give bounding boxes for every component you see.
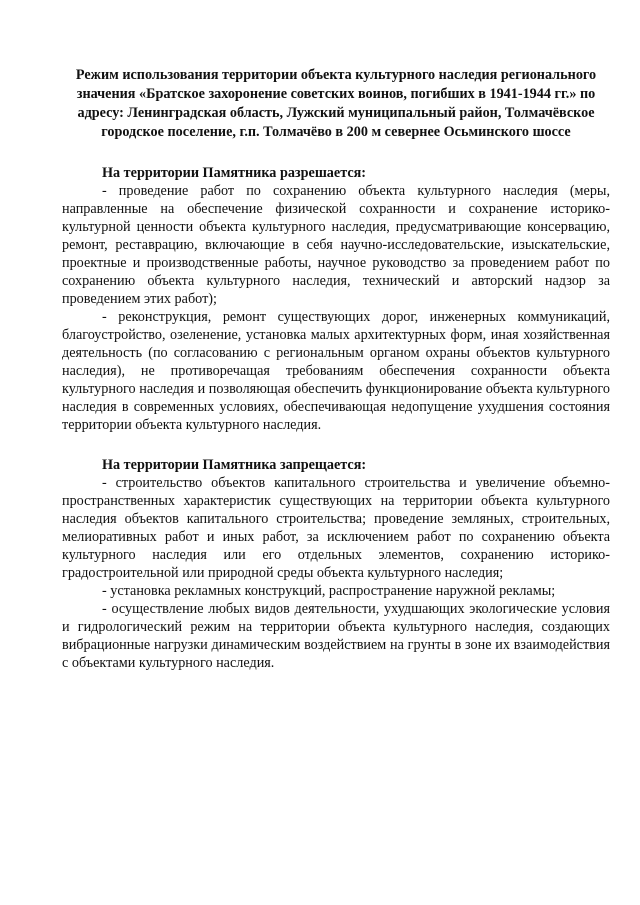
forbidden-item: - осуществление любых видов деятельности, ухудшающих экологические условия и гидрологический режим на территории объекта культурного наследия, создающих вибрационные нагрузки динамическим воздействием на грунты в зоне их взаимодействия с объектами культурного наследия. xyxy=(62,601,610,671)
section-spacer xyxy=(62,434,610,456)
allowed-item: - реконструкция, ремонт существующих дорог, инженерных коммуникаций, благоустройство, озеленение, установка малых архитектурных форм, иная хозяйственная деятельность (по согласованию с региональным органом охраны объектов культурного наследия), не противоречащая требованиям обеспечения сохранности объекта культурного наследия и позволяющая обеспечить функционирование объекта культурного наследия в современных условиях, обеспечивающая недопущение ухудшения состояния территории объекта культурного наследия. xyxy=(62,309,610,433)
forbidden-heading: На территории Памятника запрещается: xyxy=(102,457,367,473)
allowed-item: - проведение работ по сохранению объекта культурного наследия (меры, направленные на обеспечение физической сохранности и сохранение историко-культурной ценности объекта культурного наследия, предусматривающие консервацию, ремонт, реставрацию, включающие в себя научно-исследовательские, изыскательские, проектные и производственные работы, научное руководство за проведением работ по сохранению объекта культурного наследия, технический и авторский надзор за проведением этих работ); xyxy=(62,183,610,307)
forbidden-item: - установка рекламных конструкций, распространение наружной рекламы; xyxy=(102,583,556,599)
forbidden-item: - строительство объектов капитального строительства и увеличение объемно-пространственных характеристик существующих на территории объекта культурного наследия объектов капитального строительства; проведение земляных, строительных, мелиоративных работ и иных работ, за исключением работ по сохранению объекта культурного наследия или его отдельных элементов, сохранению историко-градостроительной или природной среды объекта культурного наследия; xyxy=(62,475,610,581)
document-title: Режим использования территории объекта культурного наследия регионального значения «Братское захоронение советских воинов, погибших в 1941-1944 гг.» по адресу: Ленинградская область, Лужский муниципальный район, Толмачёвское городское поселение, г.п. Толмачёво в 200 м севернее Осьминского шоссе xyxy=(75,67,597,140)
allowed-heading: На территории Памятника разрешается: xyxy=(102,165,367,181)
document-page xyxy=(62,66,610,672)
